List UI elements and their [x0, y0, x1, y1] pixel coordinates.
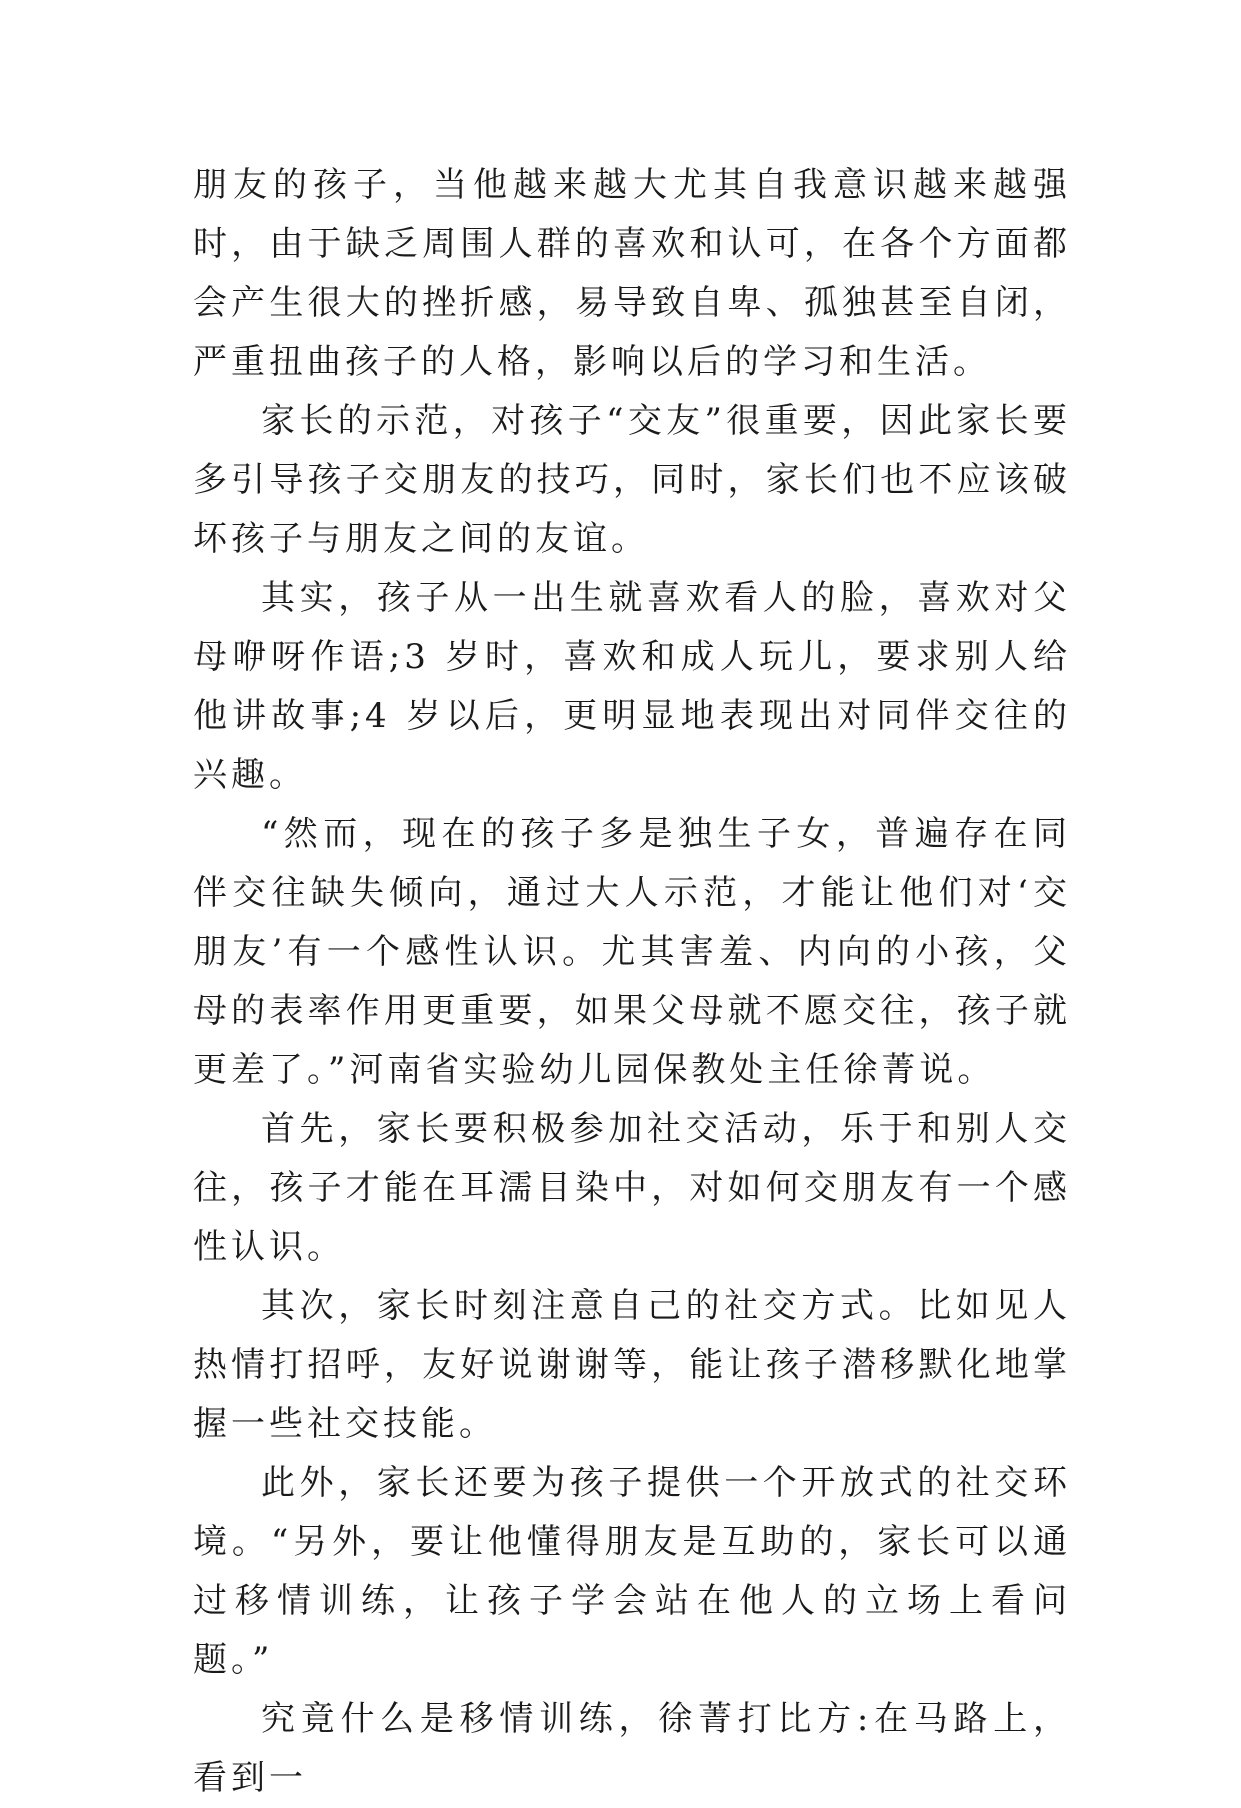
paragraph-6: 其次，家长时刻注意自己的社交方式。比如见人热情打招呼，友好说谢谢等，能让孩子潜移默化地掌握一些社交技能。: [193, 1286, 1071, 1444]
paragraph-1: 朋友的孩子，当他越来越大尤其自我意识越来越强时，由于缺乏周围人群的喜欢和认可，在各个方面都会产生很大的挫折感，易导致自卑、孤独甚至自闭，严重扭曲孩子的人格，影响以后的学习和生活。: [193, 165, 1071, 382]
paragraph-7: 此外，家长还要为孩子提供一个开放式的社交环境。“另外，要让他懂得朋友是互助的，家长可以通过移情训练，让孩子学会站在他人的立场上看问题。”: [193, 1463, 1071, 1680]
paragraph-8: 究竟什么是移情训练，徐菁打比方:在马路上，看到一: [193, 1699, 1071, 1798]
body-text: [193, 156, 1071, 1808]
paragraph-3: 其实，孩子从一出生就喜欢看人的脸，喜欢对父母咿呀作语;3 岁时，喜欢和成人玩儿，要求别人给他讲故事;4 岁以后，更明显地表现出对同伴交往的兴趣。: [193, 578, 1071, 795]
paragraph-5: 首先，家长要积极参加社交活动，乐于和别人交往，孩子才能在耳濡目染中，对如何交朋友有一个感性认识。: [193, 1109, 1071, 1267]
paragraph-4: “然而，现在的孩子多是独生子女，普遍存在同伴交往缺失倾向，通过大人示范，才能让他们对‘交朋友’有一个感性认识。尤其害羞、内向的小孩，父母的表率作用更重要，如果父母就不愿交往，孩子就更差了。”河南省实验幼儿园保教处主任徐菁说。: [193, 814, 1071, 1090]
paragraph-2: 家长的示范，对孩子“交友”很重要，因此家长要多引导孩子交朋友的技巧，同时，家长们也不应该破坏孩子与朋友之间的友谊。: [193, 401, 1071, 559]
